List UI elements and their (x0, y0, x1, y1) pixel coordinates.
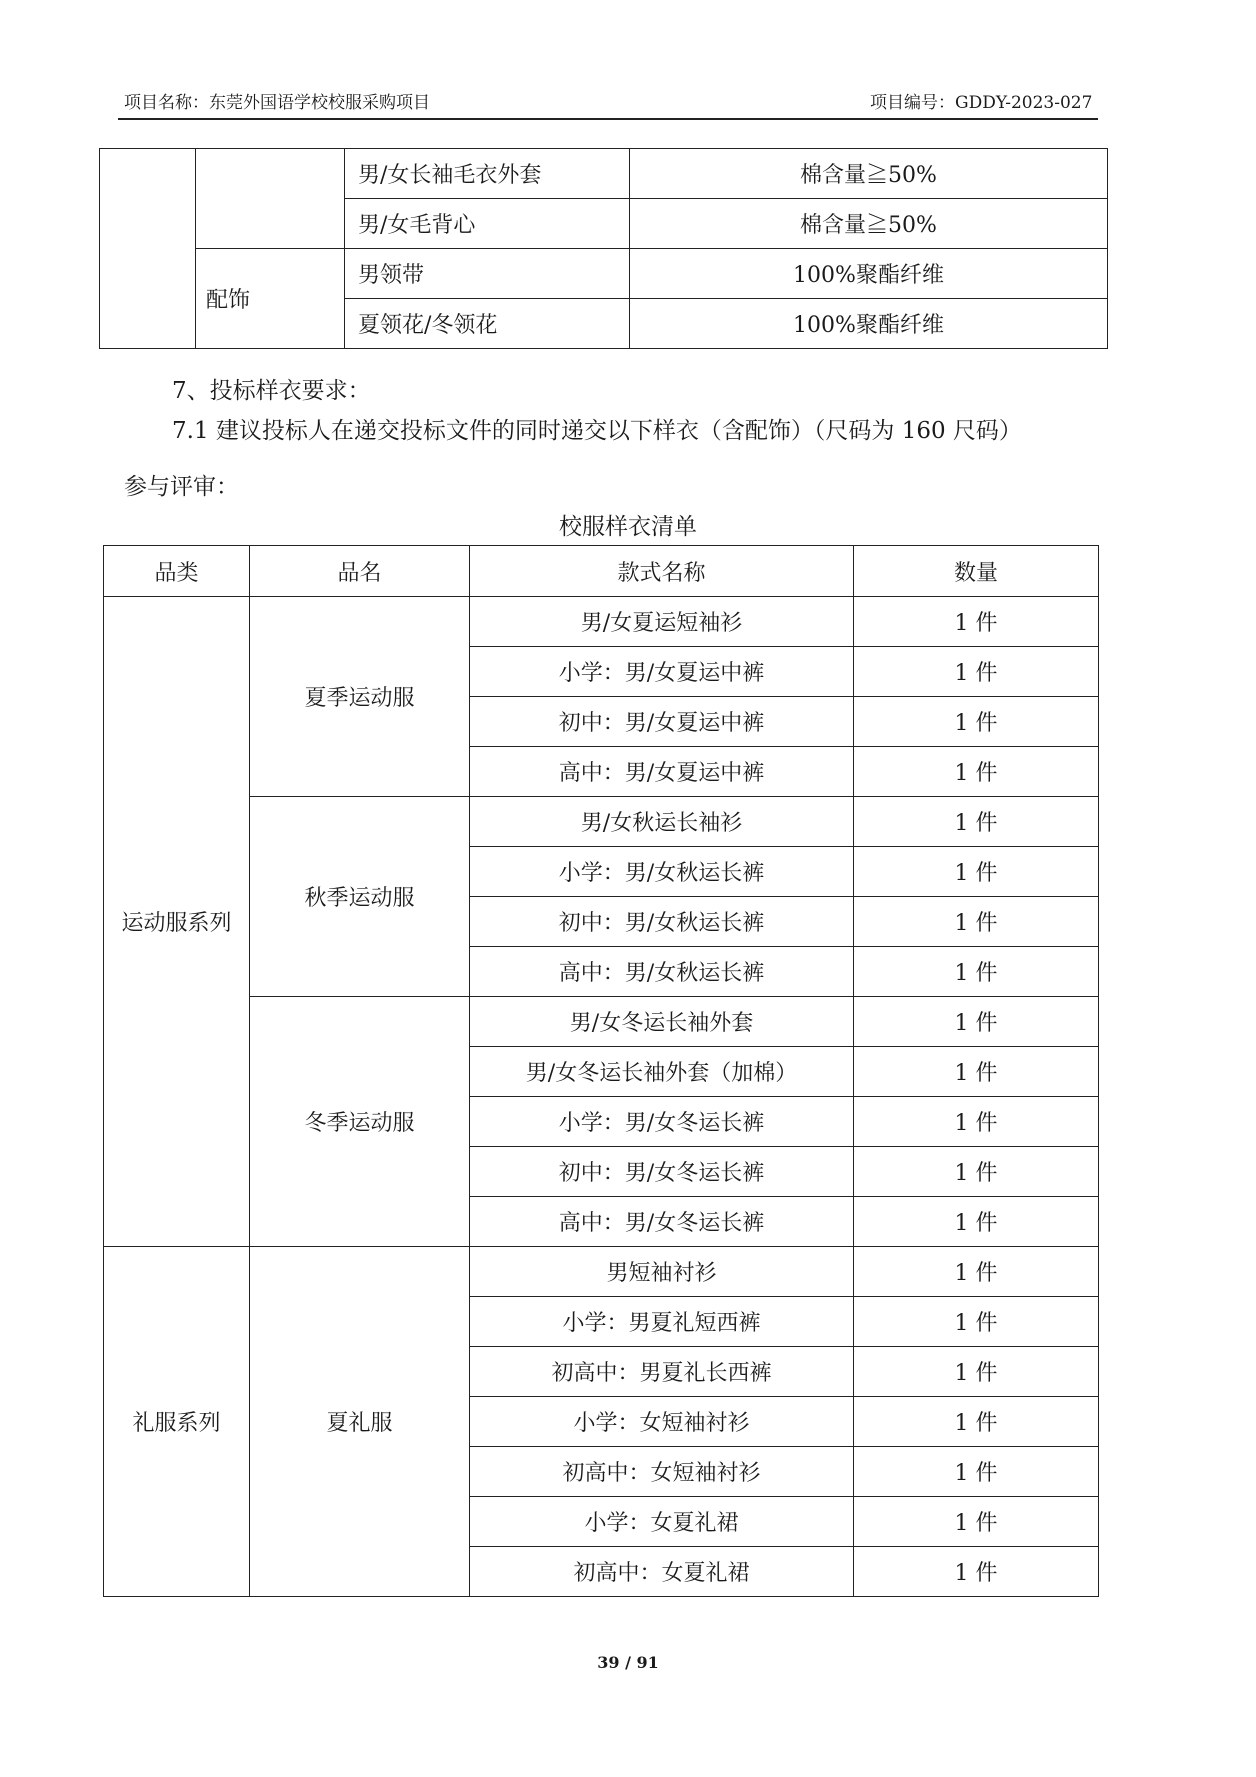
quantity-cell: 1 件 (854, 1047, 1099, 1097)
quantity-cell: 1 件 (854, 647, 1099, 697)
quantity-cell: 1 件 (854, 947, 1099, 997)
quantity-cell: 1 件 (854, 797, 1099, 847)
style-name-cell: 初高中：女短袖衬衫 (470, 1447, 854, 1497)
style-name-cell: 高中：男/女冬运长裤 (470, 1197, 854, 1247)
table-row (104, 997, 1099, 1047)
quantity-cell: 1 件 (854, 597, 1099, 647)
quantity-cell: 1 件 (854, 1347, 1099, 1397)
style-name-cell: 初高中：男夏礼长西裤 (470, 1347, 854, 1397)
table-row (100, 249, 1108, 299)
item-name: 男/女毛背心 (345, 199, 630, 249)
header-rule (118, 118, 1098, 120)
style-name-cell: 高中：男/女秋运长裤 (470, 947, 854, 997)
product-name-cell: 夏礼服 (250, 1247, 470, 1597)
category-cell (100, 149, 196, 349)
quantity-cell: 1 件 (854, 897, 1099, 947)
item-material: 100%聚酯纤维 (630, 299, 1108, 349)
quantity-cell: 1 件 (854, 847, 1099, 897)
column-header: 款式名称 (470, 546, 854, 597)
style-name-cell: 男/女冬运长袖外套（加棉） (470, 1047, 854, 1097)
product-name-cell: 夏季运动服 (250, 597, 470, 797)
quantity-cell: 1 件 (854, 1297, 1099, 1347)
quantity-cell: 1 件 (854, 1497, 1099, 1547)
item-name: 男/女长袖毛衣外套 (345, 149, 630, 199)
quantity-cell: 1 件 (854, 1097, 1099, 1147)
quantity-cell: 1 件 (854, 997, 1099, 1047)
project-name: 项目名称：东莞外国语学校校服采购项目 (124, 93, 430, 113)
column-header: 品类 (104, 546, 250, 597)
style-name-cell: 初高中：女夏礼裙 (470, 1547, 854, 1597)
column-header: 品名 (250, 546, 470, 597)
style-name-cell: 小学：女短袖衬衫 (470, 1397, 854, 1447)
material-table (99, 148, 1108, 349)
quantity-cell: 1 件 (854, 1147, 1099, 1197)
style-name-cell: 初中：男/女夏运中裤 (470, 697, 854, 747)
item-name: 男领带 (345, 249, 630, 299)
quantity-cell: 1 件 (854, 747, 1099, 797)
style-name-cell: 初中：男/女冬运长裤 (470, 1147, 854, 1197)
category-cell: 运动服系列 (104, 597, 250, 1247)
project-number: 项目编号：GDDY-2023-027 (870, 93, 1093, 113)
item-material: 100%聚酯纤维 (630, 249, 1108, 299)
sample-list-table (103, 545, 1099, 1597)
table-header-row (104, 546, 1099, 597)
table-row (100, 149, 1108, 199)
quantity-cell: 1 件 (854, 1247, 1099, 1297)
category-cell: 礼服系列 (104, 1247, 250, 1597)
style-name-cell: 男/女秋运长袖衫 (470, 797, 854, 847)
style-name-cell: 小学：男/女秋运长裤 (470, 847, 854, 897)
style-name-cell: 男/女夏运短袖衫 (470, 597, 854, 647)
item-name: 夏领花/冬领花 (345, 299, 630, 349)
style-name-cell: 初中：男/女秋运长裤 (470, 897, 854, 947)
section-heading: 7、投标样衣要求： (172, 378, 371, 404)
quantity-cell: 1 件 (854, 697, 1099, 747)
style-name-cell: 高中：男/女夏运中裤 (470, 747, 854, 797)
quantity-cell: 1 件 (854, 1397, 1099, 1447)
item-material: 棉含量≧50% (630, 199, 1108, 249)
table-title: 校服样衣清单 (559, 514, 697, 540)
quantity-cell: 1 件 (854, 1197, 1099, 1247)
paragraph-line-2: 参与评审： (124, 474, 239, 500)
style-name-cell: 小学：女夏礼裙 (470, 1497, 854, 1547)
style-name-cell: 小学：男/女夏运中裤 (470, 647, 854, 697)
style-name-cell: 小学：男夏礼短西裤 (470, 1297, 854, 1347)
style-name-cell: 男/女冬运长袖外套 (470, 997, 854, 1047)
style-name-cell: 小学：男/女冬运长裤 (470, 1097, 854, 1147)
accessory-label: 配饰 (196, 249, 345, 349)
quantity-cell: 1 件 (854, 1447, 1099, 1497)
subcategory-cell (196, 149, 345, 249)
column-header: 数量 (854, 546, 1099, 597)
table-row (104, 597, 1099, 647)
item-material: 棉含量≧50% (630, 149, 1108, 199)
table-row (104, 797, 1099, 847)
quantity-cell: 1 件 (854, 1547, 1099, 1597)
product-name-cell: 秋季运动服 (250, 797, 470, 997)
table-row (104, 1247, 1099, 1297)
paragraph-line-1: 7.1 建议投标人在递交投标文件的同时递交以下样衣（含配饰）（尺码为 160 尺码） (172, 418, 1022, 444)
style-name-cell: 男短袖衬衫 (470, 1247, 854, 1297)
product-name-cell: 冬季运动服 (250, 997, 470, 1247)
page-number: 39 / 91 (597, 1653, 659, 1672)
